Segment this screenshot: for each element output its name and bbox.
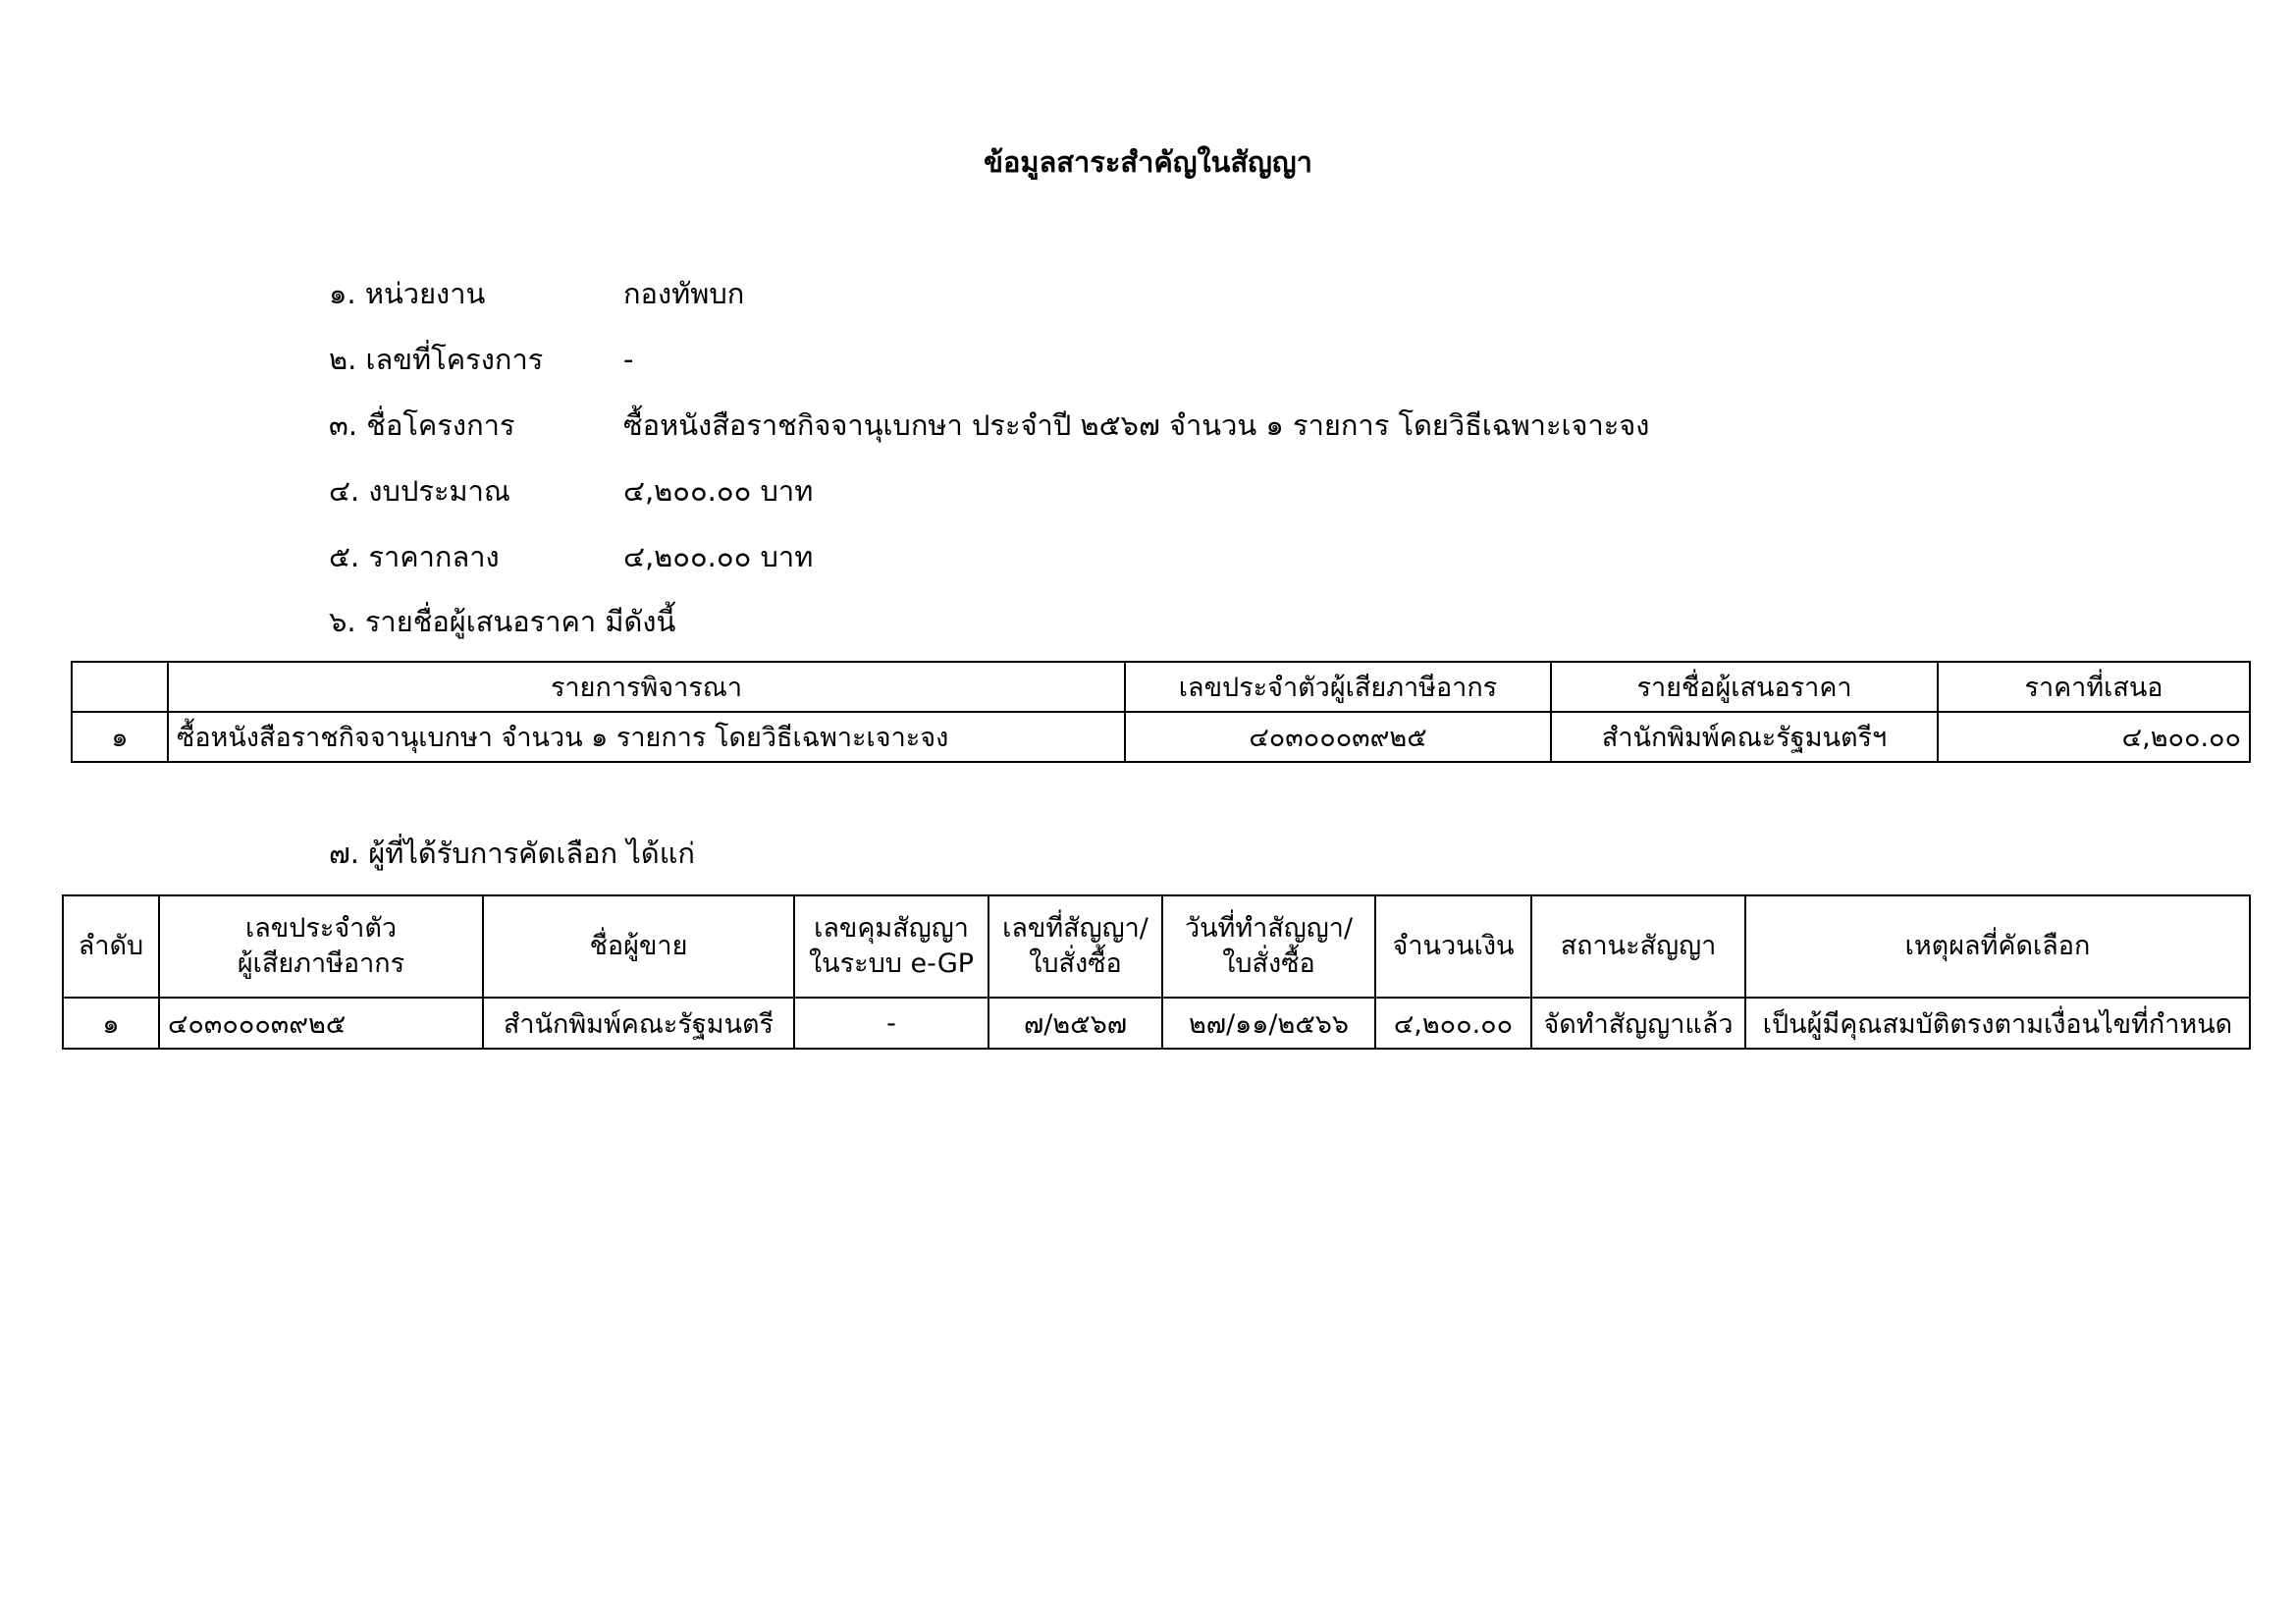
field-project-name (329, 406, 1649, 445)
winners-header-row (63, 895, 2250, 998)
winners-cell-order: ๑ (63, 998, 159, 1049)
winners-header-tax-id-line2: ผู้เสียภาษีอากร (237, 948, 405, 979)
winners-header-contract-number-line2: ใบสั่งซื้อ (1029, 948, 1122, 979)
winners-header-amount-line1: จำนวนเงิน (1392, 931, 1515, 961)
section7-heading (329, 834, 695, 873)
bidders-header-index (72, 662, 168, 712)
field-bidders-heading-label: ๖. รายชื่อผู้เสนอราคา มีดังนี้ (329, 605, 676, 638)
bidders-header-item: รายการพิจารณา (168, 662, 1125, 712)
field-budget-value: ๔,๒๐๐.๐๐ บาท (623, 474, 814, 508)
document-title: ข้อมูลสาระสำคัญในสัญญา (984, 145, 1312, 179)
winners-header-reason (1745, 895, 2250, 998)
bidders-cell-offer-price: ๔,๒๐๐.๐๐ (1938, 712, 2250, 762)
field-project-number-label: ๒. เลขที่โครงการ (329, 343, 544, 376)
bidders-header-offer-price: ราคาที่เสนอ (1938, 662, 2250, 712)
field-project-name-value: ซื้อหนังสือราชกิจจานุเบกษา ประจำปี ๒๕๖๗ จำนวน ๑ รายการ โดยวิธีเฉพาะเจาะจง (623, 408, 1650, 442)
winners-header-contract-number-line1: เลขที่สัญญา/ (1002, 913, 1148, 944)
winners-cell-tax-id: ๔๐๓๐๐๐๓๙๒๕ (159, 998, 483, 1049)
field-agency-value: กองทัพบก (623, 277, 745, 310)
winners-cell-contract-date: ๒๗/๑๑/๒๕๖๖ (1162, 998, 1375, 1049)
winners-header-status (1531, 895, 1745, 998)
winners-header-amount (1375, 895, 1531, 998)
field-median-price-label: ๕. ราคากลาง (329, 540, 500, 573)
bidders-header-bidder-name: รายชื่อผู้เสนอราคา (1551, 662, 1938, 712)
winners-header-tax-id-line1: เลขประจำตัว (244, 913, 398, 944)
table-row (63, 998, 2250, 1049)
field-agency-label: ๑. หน่วยงาน (329, 277, 486, 310)
winners-header-control-number-line2: ในระบบ e-GP (808, 948, 975, 979)
winners-header-control-number (794, 895, 988, 998)
field-project-number (329, 340, 633, 379)
winners-header-reason-line1: เหตุผลที่คัดเลือก (1904, 931, 2091, 961)
field-budget-label: ๔. งบประมาณ (329, 474, 510, 508)
winners-table (62, 894, 2251, 1050)
winners-cell-contract-number: ๗/๒๕๖๗ (988, 998, 1162, 1049)
bidders-cell-index: ๑ (72, 712, 168, 762)
table-row (72, 712, 2250, 762)
winners-cell-reason: เป็นผู้มีคุณสมบัติตรงตามเงื่อนไขที่กำหนด (1745, 998, 2250, 1049)
winners-cell-amount: ๔,๒๐๐.๐๐ (1375, 998, 1531, 1049)
winners-header-order-line1: ลำดับ (78, 931, 144, 961)
winners-header-contract-date-line1: วันที่ทำสัญญา/ (1184, 913, 1354, 944)
field-project-number-value: - (623, 343, 634, 376)
winners-header-tax-id (159, 895, 483, 998)
winners-header-contract-date-line2: ใบสั่งซื้อ (1222, 948, 1315, 979)
field-agency (329, 274, 744, 313)
section7-heading-label: ๗. ผู้ที่ได้รับการคัดเลือก ได้แก่ (329, 837, 695, 870)
winners-header-seller-line1: ชื่อผู้ขาย (589, 931, 688, 961)
winners-header-status-line1: สถานะสัญญา (1560, 931, 1717, 961)
winners-header-contract-date (1162, 895, 1375, 998)
winners-header-contract-number (988, 895, 1162, 998)
winners-header-control-number-line1: เลขคุมสัญญา (814, 913, 969, 944)
bidders-header-tax-id: เลขประจำตัวผู้เสียภาษีอากร (1125, 662, 1551, 712)
winners-cell-seller: สำนักพิมพ์คณะรัฐมนตรี (483, 998, 794, 1049)
field-median-price-value: ๔,๒๐๐.๐๐ บาท (623, 540, 814, 573)
field-project-name-label: ๓. ชื่อโครงการ (329, 408, 515, 442)
field-budget (329, 471, 813, 511)
winners-cell-status: จัดทำสัญญาแล้ว (1531, 998, 1745, 1049)
winners-header-seller (483, 895, 794, 998)
bidders-cell-tax-id: ๔๐๓๐๐๐๓๙๒๕ (1125, 712, 1551, 762)
bidders-cell-item: ซื้อหนังสือราชกิจจานุเบกษา จำนวน ๑ รายการ โดยวิธีเฉพาะเจาะจง (168, 712, 1125, 762)
winners-header-order (63, 895, 159, 998)
bidders-header-row (72, 662, 2250, 712)
bidders-table (71, 661, 2251, 763)
bidders-cell-bidder-name: สำนักพิมพ์คณะรัฐมนตรีฯ (1551, 712, 1938, 762)
winners-cell-control-number: - (794, 998, 988, 1049)
field-bidders-heading (329, 602, 675, 641)
field-median-price (329, 537, 813, 576)
